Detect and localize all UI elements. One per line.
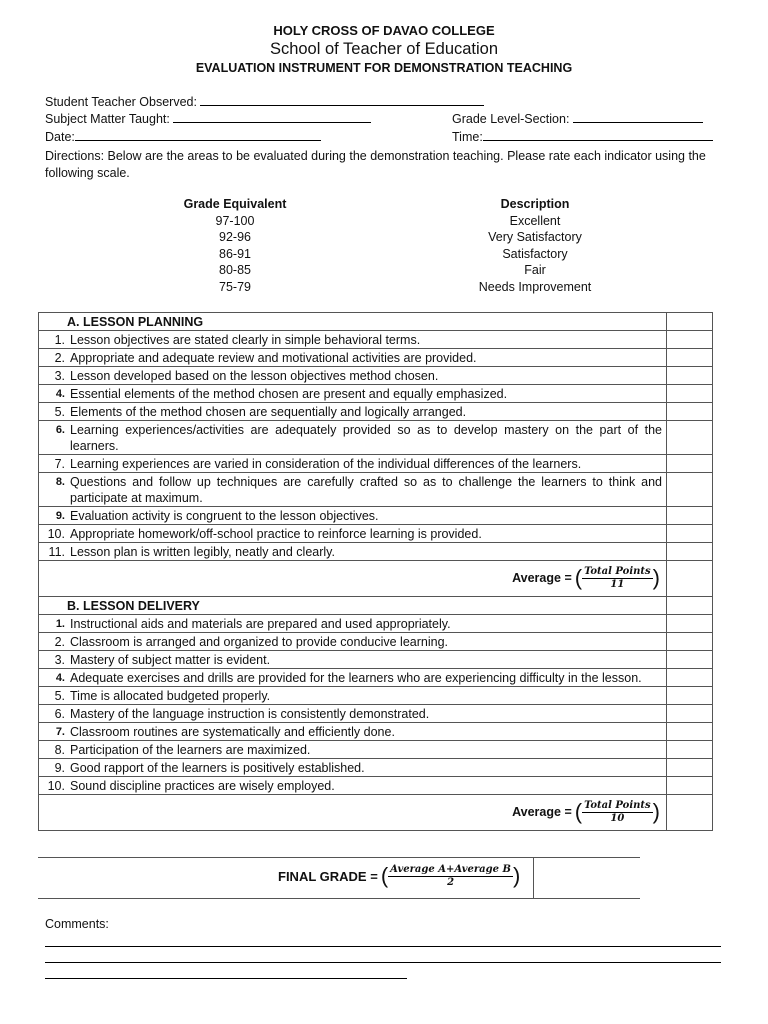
date-line[interactable] (75, 129, 321, 141)
score-cell[interactable] (667, 403, 713, 421)
criterion-text: Learning experiences are varied in consideration of the individual differences of the learners. (70, 457, 582, 471)
average-label: Average = (512, 571, 572, 585)
criterion-row (39, 741, 713, 759)
criterion-number: 7. (55, 726, 65, 738)
criterion-cell (39, 473, 667, 507)
criterion-row (39, 615, 713, 633)
average-fraction (582, 566, 653, 591)
average-formula (512, 565, 660, 591)
criterion-text: Appropriate homework/off-school practice to reinforce learning is provided. (70, 527, 482, 541)
college-name: HOLY CROSS OF DAVAO COLLEGE (273, 23, 495, 38)
criterion-text: Appropriate and adequate review and motivational activities are provided. (70, 351, 477, 365)
scale-grade: 97-100 (215, 213, 255, 228)
criterion-item (43, 456, 662, 472)
instrument-title: EVALUATION INSTRUMENT FOR DEMONSTRATION TEACHING (195, 61, 573, 75)
criterion-item (43, 652, 662, 668)
criterion-text: Lesson plan is written legibly, neatly and clearly. (70, 545, 335, 559)
score-cell[interactable] (667, 741, 713, 759)
criterion-number: 8. (54, 743, 65, 757)
criterion-row (39, 705, 713, 723)
criterion-number: 4. (55, 672, 65, 684)
average-formula (512, 799, 660, 825)
criterion-number: 10. (47, 527, 65, 541)
score-cell[interactable] (667, 421, 713, 455)
final-grade-fraction (388, 864, 513, 889)
criterion-number: 7. (54, 457, 65, 471)
criterion-row (39, 455, 713, 473)
criterion-cell (39, 705, 667, 723)
criterion-text: Learning experiences/activities are adequately provided so as to develop mastery on the part of the learners. (70, 423, 662, 453)
final-numerator: Average A+Average B (390, 863, 511, 875)
criterion-row (39, 367, 713, 385)
student-teacher-line[interactable] (200, 94, 484, 106)
average-score-cell[interactable] (667, 561, 713, 597)
criterion-text: Sound discipline practices are wisely employed. (70, 779, 335, 793)
score-cell[interactable] (667, 651, 713, 669)
criterion-number: 2. (54, 635, 65, 649)
criterion-cell (39, 651, 667, 669)
student-teacher-field[interactable] (45, 94, 484, 109)
criterion-cell (39, 507, 667, 525)
subject-line[interactable] (173, 111, 371, 123)
section-title-row (39, 313, 713, 331)
criterion-row (39, 669, 713, 687)
criterion-item (43, 724, 662, 740)
subject-label: Subject Matter Taught: (45, 112, 170, 126)
final-denominator: 2 (447, 876, 455, 888)
scale-grade: 92-96 (219, 230, 251, 244)
criterion-row (39, 759, 713, 777)
criterion-cell (39, 367, 667, 385)
criterion-row (39, 687, 713, 705)
section-a-body (39, 313, 713, 597)
criterion-cell (39, 543, 667, 561)
paren-open: ( (380, 863, 389, 888)
description-column (449, 196, 621, 295)
criterion-cell (39, 669, 667, 687)
criterion-cell (39, 403, 667, 421)
section-title-row (39, 597, 713, 615)
criterion-number: 11. (48, 545, 65, 559)
score-cell[interactable] (667, 331, 713, 349)
document-header (0, 22, 768, 76)
criterion-item (43, 350, 662, 366)
scale-description: Needs Improvement (478, 279, 592, 294)
paren-open: ( (574, 799, 583, 824)
criterion-item (43, 422, 662, 454)
score-cell[interactable] (667, 723, 713, 741)
criterion-row (39, 385, 713, 403)
criterion-number: 9. (55, 510, 65, 522)
school-name: School of Teacher of Education (269, 40, 499, 58)
criterion-row (39, 473, 713, 507)
score-cell[interactable] (667, 615, 713, 633)
criterion-row (39, 543, 713, 561)
criterion-cell (39, 421, 667, 455)
criterion-number: 8. (55, 476, 65, 488)
score-cell[interactable] (667, 349, 713, 367)
criterion-number: 3. (54, 369, 65, 383)
average-row (39, 795, 713, 831)
scale-description: Satisfactory (502, 246, 568, 261)
criterion-item (43, 688, 662, 704)
average-numerator: Total Points (584, 799, 651, 811)
subject-field[interactable] (45, 111, 371, 126)
criterion-item (43, 508, 662, 524)
criterion-number: 10. (47, 779, 65, 793)
criterion-cell (39, 759, 667, 777)
criterion-row (39, 651, 713, 669)
criterion-text: Essential elements of the method chosen are present and equally emphasized. (70, 387, 508, 401)
criterion-item (43, 474, 662, 506)
criterion-number: 9. (54, 761, 65, 775)
final-grade-label: FINAL GRADE = (278, 868, 378, 884)
criterion-text: Classroom routines are systematically and efficiently done. (70, 725, 395, 739)
date-field[interactable] (45, 129, 321, 144)
criterion-number: 3. (54, 653, 65, 667)
scale-description: Very Satisfactory (488, 230, 582, 244)
criterion-item (43, 404, 662, 420)
score-cell[interactable] (667, 687, 713, 705)
average-cell (39, 795, 667, 831)
criterion-number: 5. (54, 405, 65, 419)
criterion-item (43, 616, 662, 632)
average-row (39, 561, 713, 597)
section-a-title-cell (39, 313, 667, 331)
criterion-row (39, 525, 713, 543)
evaluation-table (38, 312, 713, 831)
criterion-number: 1. (55, 618, 65, 630)
criterion-text: Time is allocated budgeted properly. (70, 689, 271, 703)
score-cell[interactable] (667, 313, 713, 331)
average-label: Average = (512, 805, 572, 819)
grade-equivalent-header: Grade Equivalent (183, 197, 287, 211)
criterion-text: Mastery of the language instruction is consistently demonstrated. (70, 707, 430, 721)
score-cell[interactable] (667, 525, 713, 543)
criterion-cell (39, 777, 667, 795)
criterion-cell (39, 455, 667, 473)
criterion-row (39, 507, 713, 525)
criterion-text: Evaluation activity is congruent to the lesson objectives. (70, 509, 379, 523)
criterion-item (43, 778, 662, 794)
average-denominator: 11 (610, 578, 625, 590)
grade-level-field[interactable] (452, 111, 703, 126)
criterion-item (43, 386, 662, 402)
criterion-number: 4. (55, 388, 65, 400)
student-teacher-label: Student Teacher Observed: (45, 95, 197, 109)
criterion-cell (39, 633, 667, 651)
comment-line[interactable] (45, 978, 407, 979)
score-cell[interactable] (667, 705, 713, 723)
criterion-text: Instructional aids and materials are prepared and used appropriately. (70, 617, 451, 631)
criterion-row (39, 723, 713, 741)
criterion-row (39, 403, 713, 421)
criterion-number: 6. (54, 707, 65, 721)
grade-equivalent-column (160, 196, 310, 295)
criterion-item (43, 742, 662, 758)
criterion-text: Lesson objectives are stated clearly in simple behavioral terms. (70, 333, 421, 347)
criterion-cell (39, 687, 667, 705)
criterion-cell (39, 615, 667, 633)
paren-close: ) (652, 565, 660, 590)
section-b-body (39, 597, 713, 831)
score-cell[interactable] (667, 455, 713, 473)
criterion-row (39, 777, 713, 795)
criterion-item (43, 332, 662, 348)
time-label: Time: (452, 130, 483, 144)
grade-level-line[interactable] (573, 111, 703, 123)
criterion-row (39, 633, 713, 651)
criterion-item (43, 544, 662, 560)
paren-close: ) (512, 863, 521, 888)
score-cell[interactable] (667, 597, 713, 615)
criterion-text: Elements of the method chosen are sequentially and logically arranged. (70, 405, 467, 419)
criterion-number: 2. (54, 351, 65, 365)
criterion-item (43, 368, 662, 384)
criterion-item (43, 634, 662, 650)
criterion-text: Mastery of subject matter is evident. (70, 653, 271, 667)
score-cell[interactable] (667, 669, 713, 687)
criterion-row (39, 331, 713, 349)
criterion-number: 1. (54, 333, 65, 347)
criterion-item (43, 706, 662, 722)
criterion-item (43, 526, 662, 542)
section-b-title: B. LESSON DELIVERY (67, 599, 200, 613)
paren-close: ) (652, 799, 660, 824)
criterion-text: Questions and follow up techniques are carefully crafted so as to challenge the learners to think and participate at maximum. (70, 475, 662, 505)
scale-description: Excellent (509, 213, 561, 228)
criterion-row (39, 421, 713, 455)
score-cell[interactable] (667, 367, 713, 385)
criterion-cell (39, 525, 667, 543)
criterion-cell (39, 385, 667, 403)
criterion-cell (39, 331, 667, 349)
grade-level-label: Grade Level-Section: (452, 112, 570, 126)
average-cell (39, 561, 667, 597)
average-score-cell[interactable] (667, 795, 713, 831)
section-a-title: A. LESSON PLANNING (67, 315, 204, 329)
criterion-item (43, 760, 662, 776)
scale-description: Fair (524, 263, 546, 277)
criterion-text: Participation of the learners are maximized. (70, 743, 311, 757)
scale-grade: 80-85 (219, 263, 251, 277)
average-numerator: Total Points (584, 565, 651, 577)
scale-grade: 75-79 (219, 279, 251, 294)
time-line[interactable] (483, 129, 713, 141)
time-field[interactable] (452, 129, 713, 144)
date-label: Date: (45, 130, 75, 144)
criterion-text: Classroom is arranged and organized to provide conducive learning. (70, 635, 448, 649)
average-fraction (582, 800, 653, 825)
scale-grade: 86-91 (219, 246, 251, 261)
criterion-item (43, 670, 662, 686)
criterion-row (39, 349, 713, 367)
score-cell[interactable] (667, 777, 713, 795)
comment-line[interactable] (45, 962, 721, 963)
criterion-text: Good rapport of the learners is positively established. (70, 761, 365, 775)
criterion-text: Adequate exercises and drills are provided for the learners who are experiencing difficulty in the lesson. (70, 671, 642, 685)
final-grade-formula (278, 863, 520, 889)
criterion-cell (39, 741, 667, 759)
score-cell[interactable] (667, 473, 713, 507)
score-cell[interactable] (667, 543, 713, 561)
section-b-title-cell (39, 597, 667, 615)
criterion-cell (39, 723, 667, 741)
description-header: Description (500, 197, 570, 211)
paren-open: ( (574, 565, 583, 590)
final-grade-row (38, 857, 640, 899)
criterion-cell (39, 349, 667, 367)
comments-label: Comments: (45, 917, 109, 931)
score-cell[interactable] (667, 507, 713, 525)
directions-text: Directions: Below are the areas to be evaluated during the demonstration teaching. Please rate each indicator using the following scale. (45, 149, 706, 180)
score-cell[interactable] (667, 633, 713, 651)
score-cell[interactable] (667, 385, 713, 403)
final-grade-input[interactable] (534, 858, 640, 898)
criterion-number: 6. (55, 424, 65, 436)
score-cell[interactable] (667, 759, 713, 777)
average-denominator: 10 (610, 812, 625, 824)
comment-line[interactable] (45, 946, 721, 947)
criterion-text: Lesson developed based on the lesson objectives method chosen. (70, 369, 439, 383)
criterion-number: 5. (54, 689, 65, 703)
